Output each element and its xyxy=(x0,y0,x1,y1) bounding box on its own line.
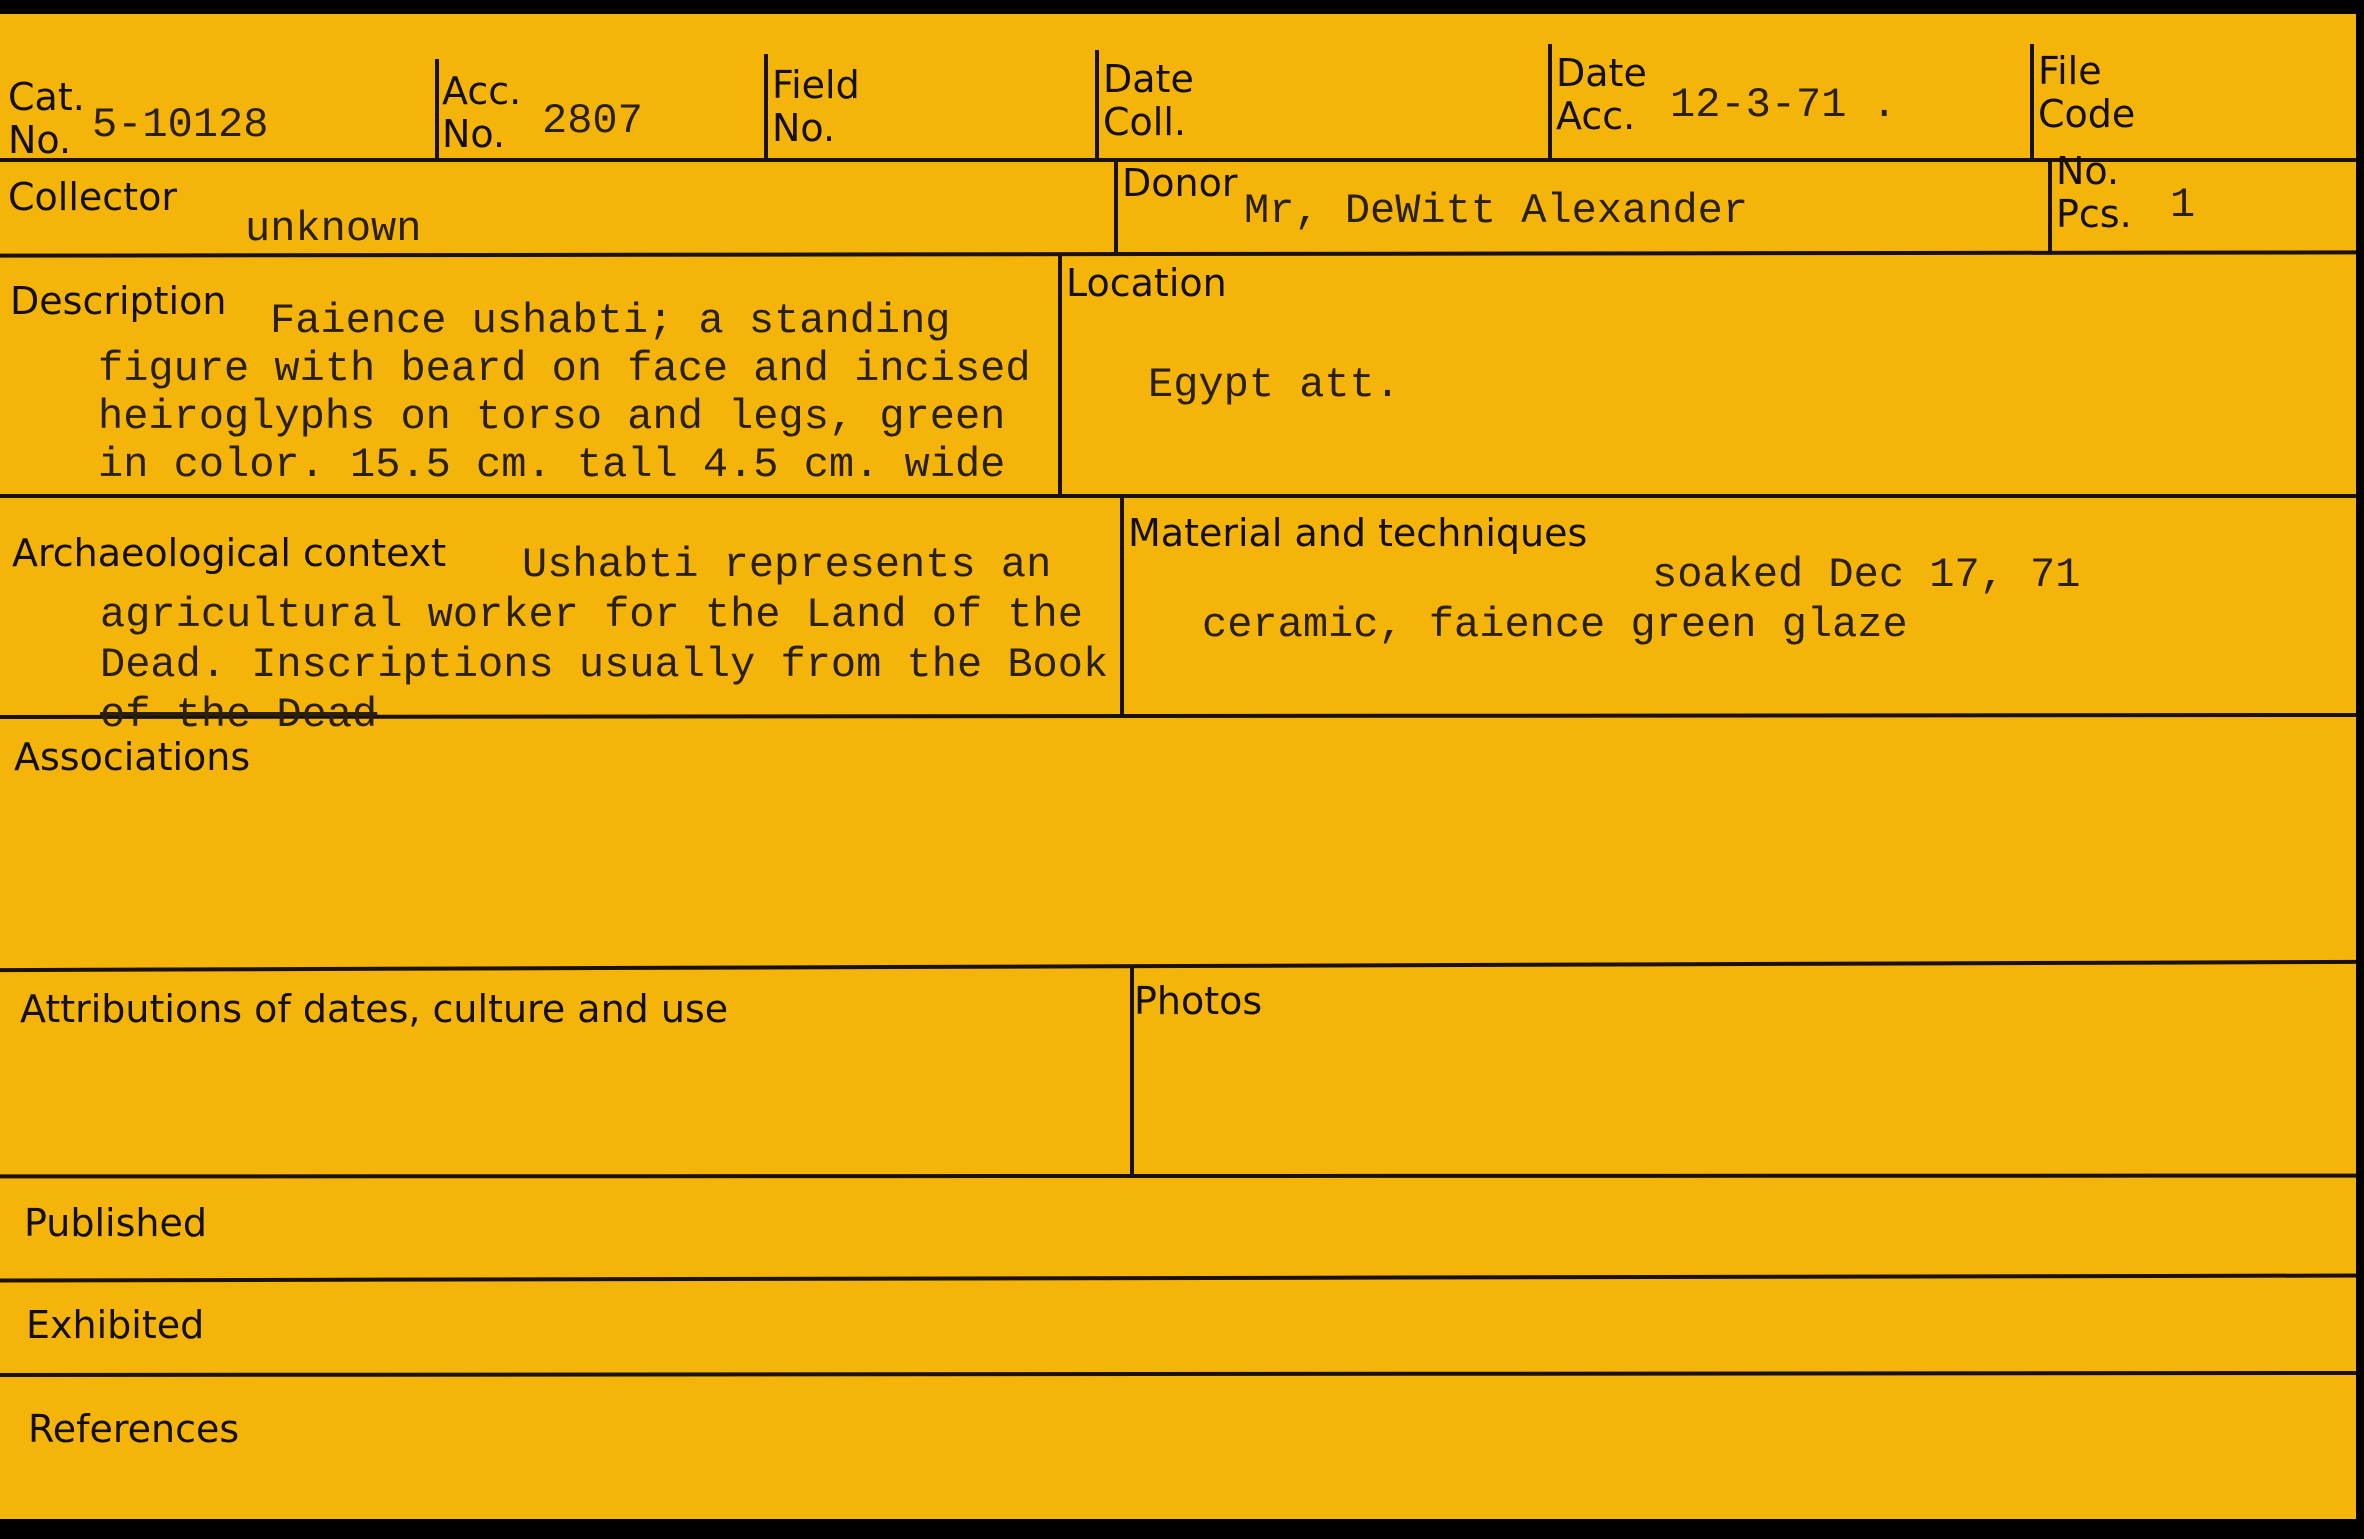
description-label: Description xyxy=(10,279,227,323)
associations-label: Associations xyxy=(14,735,251,779)
no-pcs-value: 1 xyxy=(2170,181,2196,229)
exhibited-label: Exhibited xyxy=(26,1303,205,1347)
collector-label: Collector xyxy=(8,175,177,219)
cat-no-value: 5-10128 xyxy=(92,101,269,149)
divider-collector-donor xyxy=(1114,162,1118,254)
rule-published-row xyxy=(0,1274,2364,1283)
card-right-edge xyxy=(2356,14,2364,1539)
catalog-card xyxy=(0,14,2364,1539)
description-line-1: Faience ushabti; a standing xyxy=(270,297,951,345)
collector-value: unknown xyxy=(245,205,422,253)
divider-field-date xyxy=(1095,50,1099,158)
context-line-4: of the Dead xyxy=(100,691,378,739)
donor-label: Donor xyxy=(1122,161,1238,205)
date-acc-label: Date Acc. xyxy=(1556,51,1647,138)
location-label: Location xyxy=(1066,261,1227,305)
context-line-2: agricultural worker for the Land of the xyxy=(100,591,1083,639)
donor-value: Mr, DeWitt Alexander xyxy=(1244,187,1749,235)
divider-datecoll-dateacc xyxy=(1548,44,1552,158)
rule-exhibited-row xyxy=(0,1371,2364,1377)
material-techniques-label: Material and techniques xyxy=(1128,511,1588,555)
divider-dateacc-file xyxy=(2030,44,2034,158)
field-no-label: Field No. xyxy=(772,63,860,150)
material-line-1: soaked Dec 17, 71 xyxy=(1652,551,2081,599)
material-line-2: ceramic, faience green glaze xyxy=(1202,601,1908,649)
attributions-label: Attributions of dates, culture and use xyxy=(20,987,729,1031)
description-line-3: heiroglyphs on torso and legs, green xyxy=(98,393,1006,441)
divider-donor-pcs xyxy=(2048,158,2052,254)
rule-associations-row xyxy=(0,960,2364,972)
card-bottom-edge xyxy=(0,1519,2364,1539)
date-acc-value: 12-3-71 . xyxy=(1670,81,1897,129)
rule-attributions-row xyxy=(0,1174,2364,1179)
published-label: Published xyxy=(24,1201,207,1245)
cat-no-label: Cat. No. xyxy=(8,75,85,162)
file-code-label: File Code xyxy=(2038,49,2136,136)
divider-context-material xyxy=(1120,498,1124,716)
acc-no-label: Acc. No. xyxy=(442,69,522,156)
archaeological-context-label: Archaeological context xyxy=(12,531,447,575)
description-line-2: figure with beard on face and incised xyxy=(98,345,1031,393)
description-line-4: in color. 15.5 cm. tall 4.5 cm. wide xyxy=(98,441,1006,489)
divider-acc-field xyxy=(764,54,768,158)
context-line-3: Dead. Inscriptions usually from the Book xyxy=(100,641,1109,689)
location-value: Egypt att. xyxy=(1148,361,1401,409)
references-label: References xyxy=(28,1407,240,1451)
photos-label: Photos xyxy=(1134,979,1263,1023)
divider-cat-acc xyxy=(435,59,439,159)
divider-description-location xyxy=(1058,256,1062,496)
no-pcs-label: No. Pcs. xyxy=(2056,149,2132,236)
acc-no-value: 2807 xyxy=(542,97,643,145)
date-coll-label: Date Coll. xyxy=(1103,57,1194,144)
rule-description-row xyxy=(0,494,2364,498)
context-line-1: Ushabti represents an xyxy=(522,541,1052,589)
